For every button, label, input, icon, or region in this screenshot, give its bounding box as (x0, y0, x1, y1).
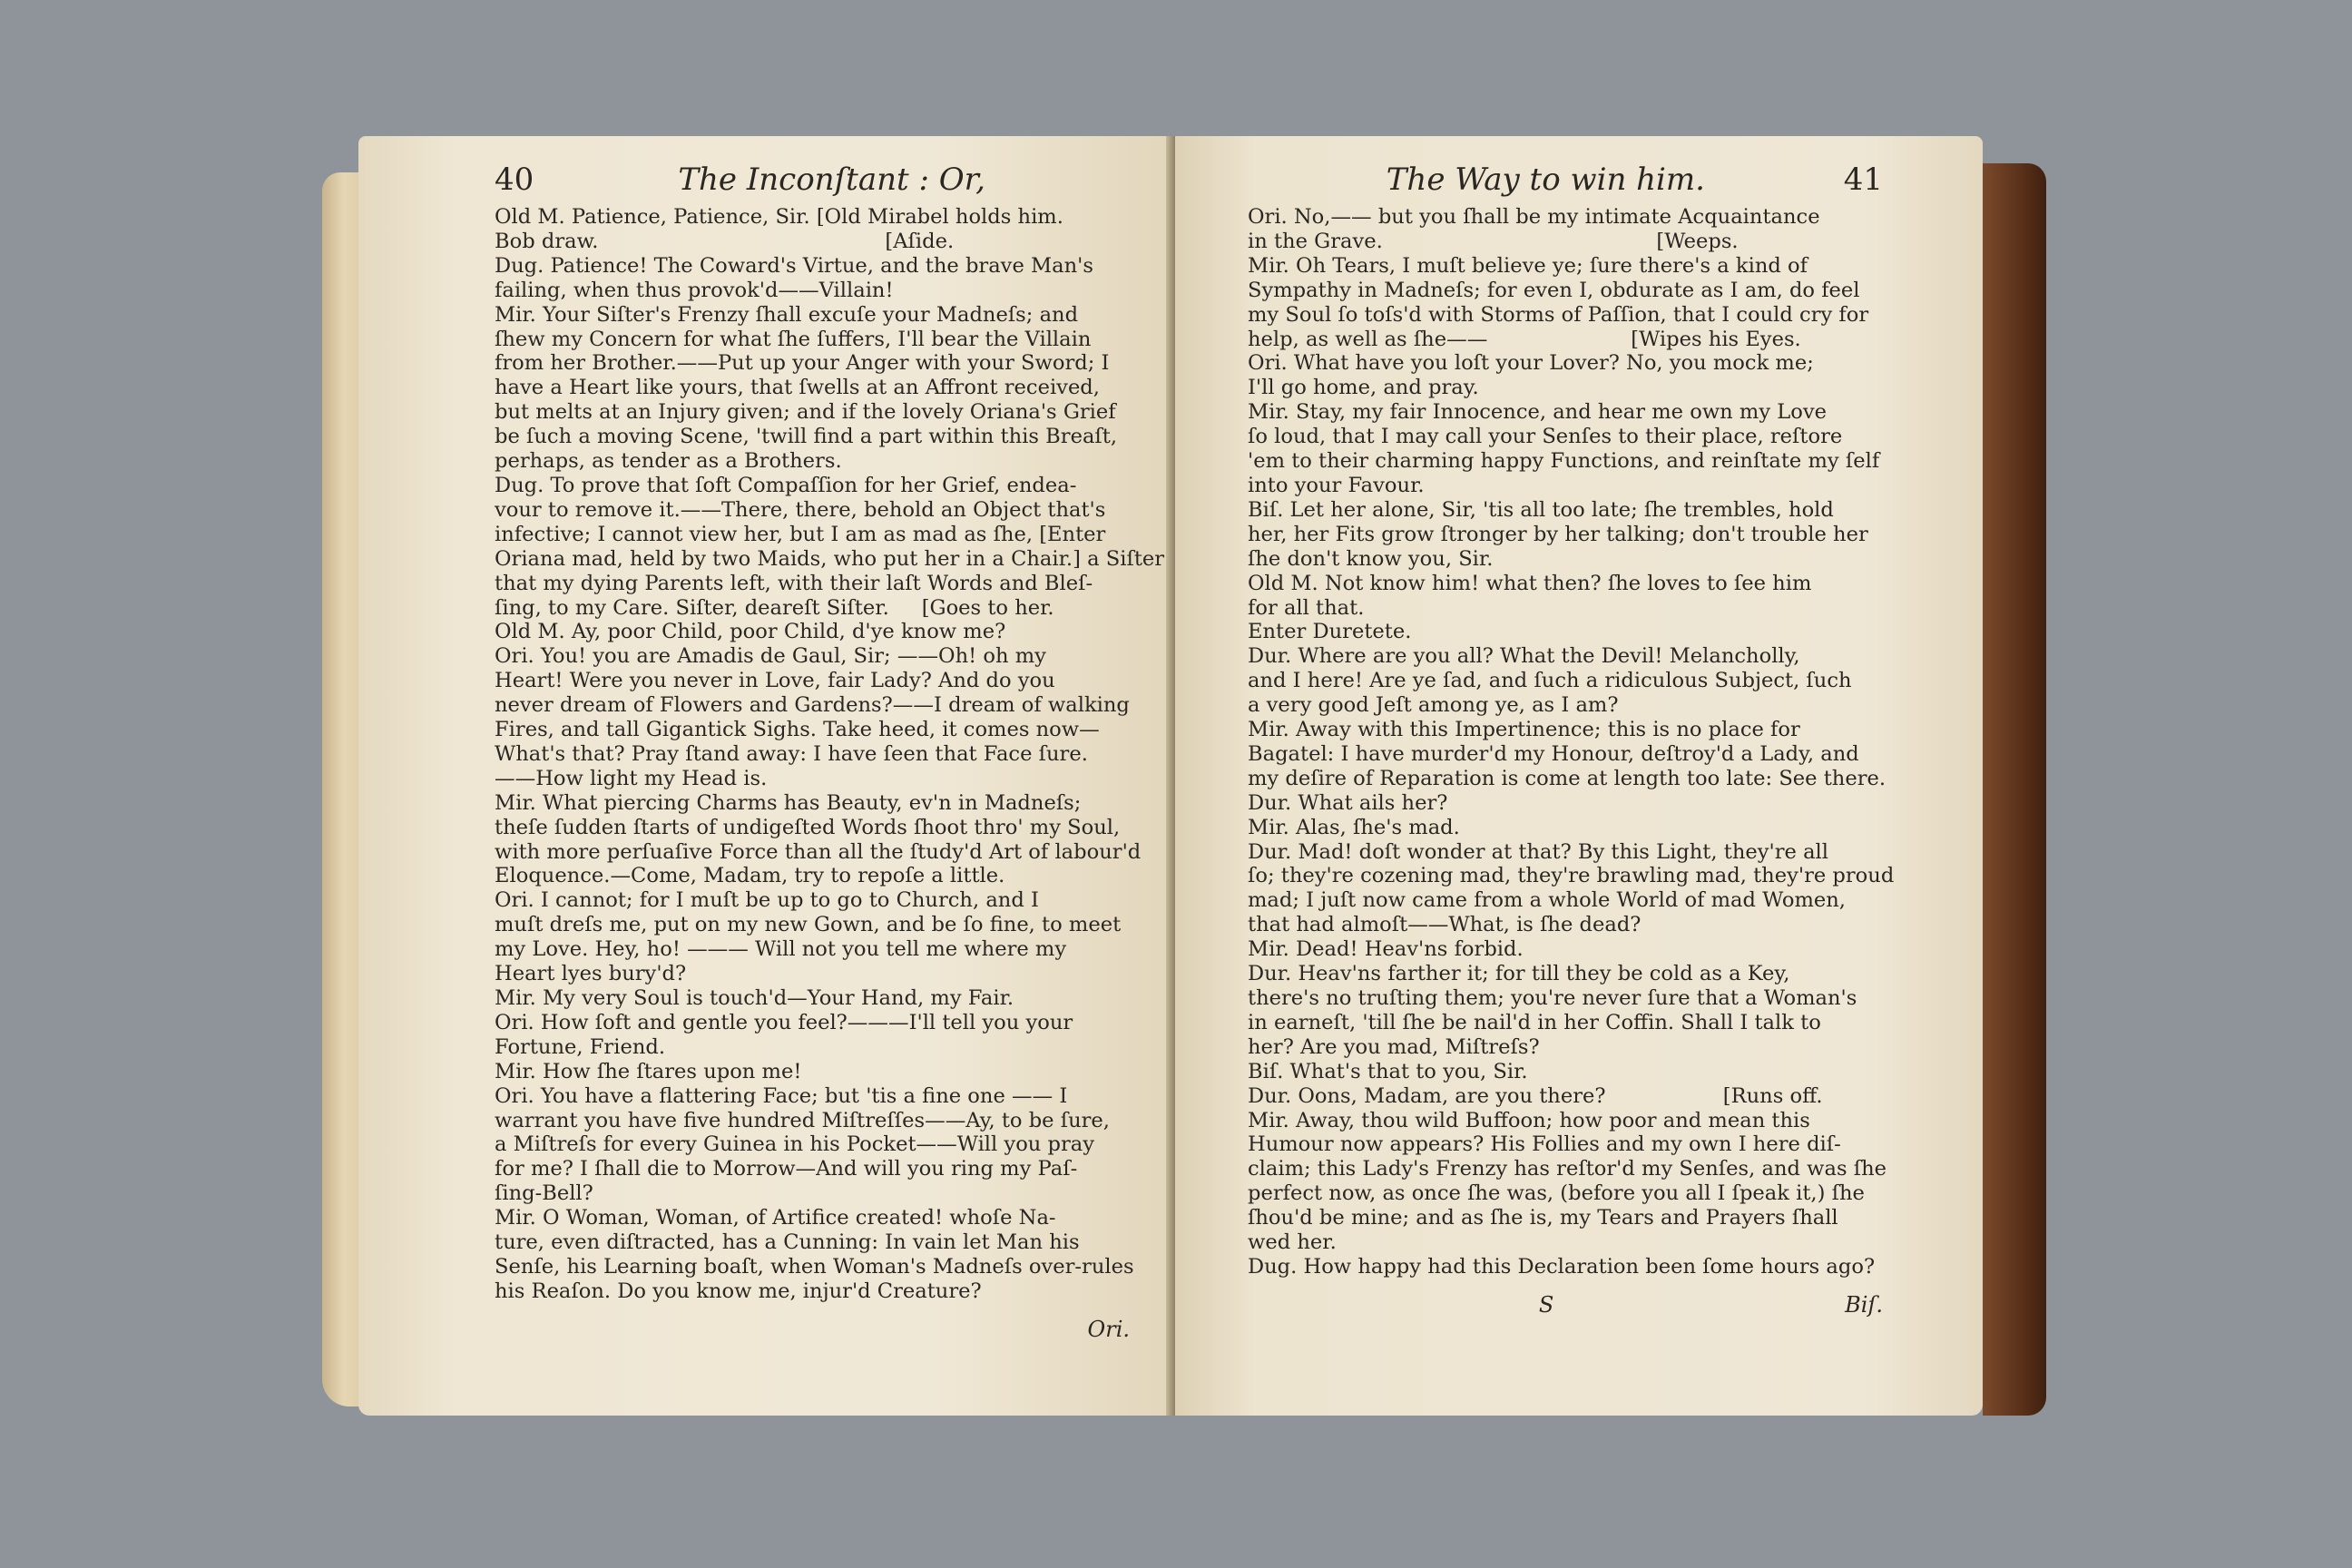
text-line: Fires, and tall Gigantick Sighs. Take heed, it comes now— (495, 718, 1100, 742)
text-line: for me? I ſhall die to Morrow—And will you ring my Paſ- (495, 1157, 1078, 1181)
text-line: Sympathy in Madneſs; for even I, obdurate as I am, do feel (1248, 278, 1860, 302)
right-page (1175, 136, 1983, 1416)
text-line: Mir. Away with this Impertinence; this is no place for (1248, 718, 1800, 742)
text-line: Ori. You have a flattering Face; but 'tis a fine one —— I (495, 1083, 1068, 1108)
text-line: my Love. Hey, ho! ——— Will not you tell me where my (495, 937, 1067, 962)
text-line: ſhew my Concern for what ſhe ſuffers, I'll bear the Villain (495, 327, 1092, 351)
book-cover-right-edge (1983, 163, 2046, 1416)
text-line: Ori. What have you loſt your Lover? No, you mock me; (1248, 351, 1814, 376)
text-line: Mir. My very Soul is touch'd—Your Hand, my Fair. (495, 986, 1014, 1010)
text-line: Dur. What ails her? (1248, 790, 1448, 815)
text-line: Mir. Your Siſter's Frenzy ſhall excuſe your Madneſs; and (495, 302, 1079, 327)
text-line: Heart! Were you never in Love, fair Lady? And do you (495, 669, 1055, 693)
text-line: Dur. Oons, Madam, are you there? [Runs off. (1248, 1083, 1823, 1108)
text-line: in earneſt, 'till ſhe be nail'd in her Coffin. Shall I talk to (1248, 1010, 1821, 1034)
text-line: mad; I juſt now came from a whole World of mad Women, (1248, 888, 1846, 913)
signature-mark: S (1538, 1291, 1554, 1318)
text-line: Dur. Where are you all? What the Devil! Melancholly, (1248, 644, 1800, 669)
text-line: Mir. Away, thou wild Buffoon; how poor and mean this (1248, 1108, 1810, 1132)
text-line: What's that? Pray ſtand away: I have ſeen that Face ſure. (495, 741, 1088, 766)
text-line: Dug. How happy had this Declaration been ſome hours ago? (1248, 1254, 1876, 1279)
text-line: his Reaſon. Do you know me, injur'd Creature? (495, 1279, 982, 1303)
text-line: wed her. (1248, 1230, 1337, 1255)
text-line: Dug. To prove that ſoft Compaſſion for her Grief, endea- (495, 473, 1077, 497)
text-line: Old M. Not know him! what then? ſhe loves to ſee him (1248, 571, 1812, 595)
text-line: Bob draw. [Aſide. (495, 229, 955, 253)
text-line: Mir. Oh Tears, I muſt believe ye; ſure there's a kind of (1248, 253, 1808, 278)
left-page (358, 136, 1175, 1416)
left-page-footer (495, 1317, 1130, 1342)
text-line: I'll go home, and pray. (1248, 376, 1479, 400)
text-line: ſhou'd be mine; and as ſhe is, my Tears and Prayers ſhall (1248, 1206, 1838, 1230)
text-line: my deſire of Reparation is come at length too late: See there. (1248, 766, 1886, 790)
text-line: Heart lyes bury'd? (495, 962, 687, 986)
text-line: Mir. Stay, my fair Innocence, and hear me own my Love (1248, 400, 1828, 425)
text-line: her, her Fits grow ſtronger by her talking; don't trouble her (1248, 522, 1868, 546)
open-book (322, 136, 2046, 1434)
text-line: a Miſtreſs for every Guinea in his Pocket——Will you pray (495, 1132, 1095, 1157)
text-line: with more perſuaſive Force than all the ſtudy'd Art of labour'd (495, 839, 1142, 864)
text-line: there's no truſting them; you're never ſure that a Woman's (1248, 986, 1857, 1010)
text-line: ſhe don't know you, Sir. (1248, 546, 1494, 571)
text-line: Ori. How ſoft and gentle you feel?———I'll tell you your (495, 1010, 1073, 1034)
catchword: Biſ. (1845, 1291, 1883, 1318)
right-page-header (1248, 162, 1883, 198)
text-line: ſing, to my Care. Siſter, deareſt Siſter. [Goes to her. (495, 595, 1054, 620)
text-line: Biſ. Let her alone, Sir, 'tis all too late; ſhe trembles, hold (1248, 497, 1834, 522)
text-line: Enter Duretete. (1248, 620, 1412, 644)
text-line: ſing-Bell? (495, 1181, 593, 1206)
text-line: failing, when thus provok'd——Villain! (495, 278, 894, 302)
text-line: 'em to their charming happy Functions, and reinſtate my ſelf (1248, 449, 1880, 474)
text-line: Ori. I cannot; for I muſt be up to go to Church, and I (495, 888, 1039, 913)
text-line: Mir. Dead! Heav'ns forbid. (1248, 937, 1524, 962)
text-line: ture, even diſtracted, has a Cunning: In vain let Man his (495, 1230, 1080, 1255)
text-line: Senſe, his Learning boaſt, when Woman's Madneſs over-rules (495, 1254, 1134, 1279)
text-line: never dream of Flowers and Gardens?——I dream of walking (495, 693, 1130, 718)
text-line: Humour now appears? His Follies and my own I here diſ- (1248, 1132, 1841, 1157)
text-line: ſo; they're cozening mad, they're brawling mad, they're proud (1248, 864, 1895, 888)
text-line: and I here! Are ye ſad, and ſuch a ridiculous Subject, ſuch (1248, 669, 1852, 693)
text-line: Old M. Patience, Patience, Sir. [Old Mirabel holds him. (495, 205, 1063, 229)
text-line: that my dying Parents left, with their laſt Words and Bleſ- (495, 571, 1093, 595)
text-line: Dug. Patience! The Coward's Virtue, and the brave Man's (495, 253, 1093, 278)
text-line: Mir. Alas, ſhe's mad. (1248, 815, 1460, 839)
text-line: in the Grave. [Weeps. (1248, 229, 1739, 253)
page-number: 41 (1843, 162, 1883, 198)
text-line: Ori. You! you are Amadis de Gaul, Sir; ——Oh! oh my (495, 644, 1046, 669)
page-number: 40 (495, 162, 534, 198)
text-line: claim; this Lady's Frenzy has reſtor'd my Senſes, and was ſhe (1248, 1157, 1887, 1181)
text-line: infective; I cannot view her, but I am as mad as ſhe, [Enter (495, 522, 1106, 546)
text-line: muſt dreſs me, put on my new Gown, and be ſo fine, to meet (495, 913, 1122, 937)
running-head: The Way to win him. (1386, 162, 1705, 198)
text-line: have a Heart like yours, that ſwells at an Affront received, (495, 376, 1100, 400)
text-line: for all that. (1248, 595, 1365, 620)
text-line: into your Favour. (1248, 473, 1425, 497)
text-line: be ſuch a moving Scene, 'twill find a part within this Breaſt, (495, 425, 1118, 449)
text-line: perhaps, as tender as a Brothers. (495, 449, 842, 474)
text-line: Ori. No,—— but you ſhall be my intimate Acquaintance (1248, 205, 1820, 229)
text-line: Mir. O Woman, Woman, of Artifice created! whoſe Na- (495, 1206, 1056, 1230)
text-line: Fortune, Friend. (495, 1034, 666, 1059)
text-line: from her Brother.——Put up your Anger with your Sword; I (495, 351, 1110, 376)
text-line: Old M. Ay, poor Child, poor Child, d'ye know me? (495, 620, 1006, 644)
text-line: a very good Jeſt among ye, as I am? (1248, 693, 1619, 718)
text-line: warrant you have five hundred Miſtreſſes——Ay, to be ſure, (495, 1108, 1110, 1132)
text-line: her? Are you mad, Miſtreſs? (1248, 1034, 1540, 1059)
text-line: vour to remove it.——There, there, behold an Object that's (495, 497, 1106, 522)
text-line: Biſ. What's that to you, Sir. (1248, 1059, 1528, 1083)
running-head: The Inconſtant : Or, (678, 162, 985, 198)
text-line: perfect now, as once ſhe was, (before you all I ſpeak it,) ſhe (1248, 1181, 1865, 1206)
text-line: help, as well as ſhe—— [Wipes his Eyes. (1248, 327, 1801, 351)
text-line: ——How light my Head is. (495, 766, 768, 790)
text-line: Dur. Mad! doſt wonder at that? By this Light, they're all (1248, 839, 1829, 864)
text-line: but melts at an Injury given; and if the lovely Oriana's Grief (495, 400, 1116, 425)
text-line: Mir. What piercing Charms has Beauty, ev'n in Madneſs; (495, 790, 1082, 815)
text-line: ſo loud, that I may call your Senſes to their place, reſtore (1248, 425, 1843, 449)
text-line: theſe ſudden ſtarts of undigeſted Words ſhoot thro' my Soul, (495, 815, 1121, 839)
text-line: my Soul ſo toſs'd with Storms of Paſſion, that I could cry for (1248, 302, 1869, 327)
text-line: that had almoſt——What, is ſhe dead? (1248, 913, 1642, 937)
left-page-text (495, 205, 1165, 1304)
text-line: Eloquence.—Come, Madam, try to repoſe a little. (495, 864, 1005, 888)
right-page-text (1248, 205, 1895, 1279)
text-line: Mir. How ſhe ſtares upon me! (495, 1059, 802, 1083)
left-page-header (495, 162, 1130, 198)
text-line: Bagatel: I have murder'd my Honour, deſtroy'd a Lady, and (1248, 741, 1859, 766)
catchword: Ori. (1087, 1316, 1130, 1342)
right-page-footer (1248, 1292, 1883, 1318)
text-line: Oriana mad, held by two Maids, who put her in a Chair.] a Siſter (495, 546, 1165, 571)
text-line: Dur. Heav'ns farther it; for till they be cold as a Key, (1248, 962, 1790, 986)
